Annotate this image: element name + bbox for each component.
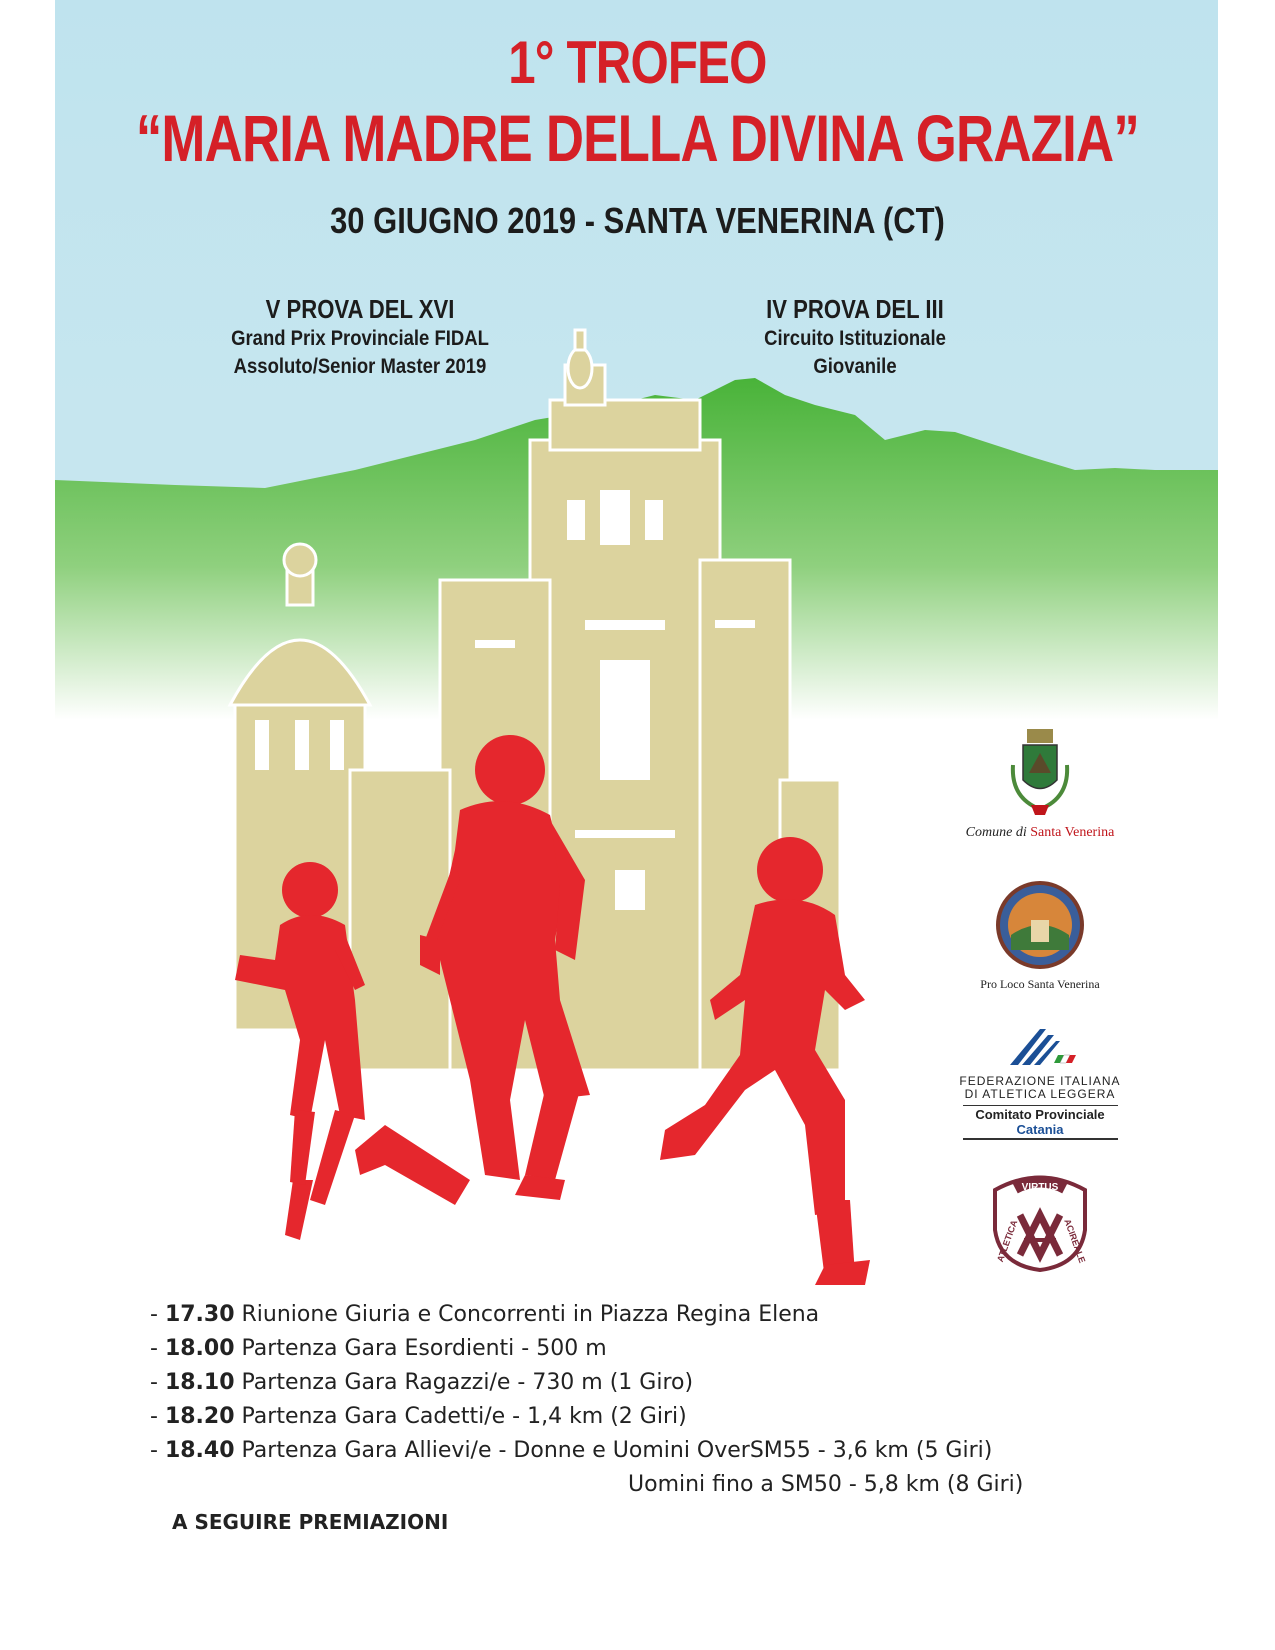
schedule-time: 18.00 (164, 1336, 235, 1361)
proloco-caption: Pro Loco Santa Venerina (980, 977, 1100, 991)
schedule-time: 18.20 (164, 1404, 235, 1429)
fidal-comitato-prefix: Comitato Provinciale (975, 1107, 1105, 1122)
schedule-row-continuation: Uomini fino a SM50 - 5,8 km (8 Giri) (628, 1472, 1024, 1497)
prova-circuito-line-1: Circuito Istituzionale (764, 327, 946, 350)
schedule-dash: - (150, 1404, 165, 1429)
prova-circuito-line-2: Giovanile (813, 355, 897, 378)
schedule-text: Partenza Gara Allievi/e - Donne e Uomini OverSM55 - 3,6 km (5 Giri) (234, 1438, 993, 1463)
schedule-row (150, 1400, 1150, 1434)
date-and-place: 30 GIUGNO 2019 - SANTA VENERINA (CT) (330, 200, 945, 241)
schedule-text: Riunione Giuria e Concorrenti in Piazza Regina Elena (234, 1302, 820, 1327)
schedule-dash: - (150, 1438, 165, 1463)
prova-circuito (655, 293, 1055, 381)
schedule-text: Partenza Gara Esordienti - 500 m (234, 1336, 607, 1361)
schedule-time: 18.10 (164, 1370, 235, 1395)
prova-grand-prix-heading: V PROVA DEL XVI (265, 294, 455, 324)
comune-caption-name: Santa Venerina (1030, 825, 1115, 840)
fidal-comitato (963, 1105, 1118, 1140)
prova-grand-prix (160, 293, 560, 381)
schedule-dash: - (150, 1336, 165, 1361)
fidal-emblem-icon (1000, 1025, 1080, 1070)
virtus-emblem-icon (980, 1170, 1100, 1275)
schedule-list (150, 1298, 1150, 1502)
title-line-1: 1° TROFEO (508, 29, 767, 96)
fidal-logo (945, 1025, 1135, 1140)
comune-logo (945, 725, 1135, 841)
virtus-left-text: ATLETICA (994, 1218, 1020, 1264)
schedule-dash: - (150, 1370, 165, 1395)
schedule-time: 17.30 (164, 1302, 235, 1327)
schedule-row (150, 1434, 1150, 1468)
fidal-name-line-2: DI ATLETICA LEGGERA (964, 1087, 1116, 1101)
proloco-logo (945, 880, 1135, 992)
awards-note: A SEGUIRE PREMIAZIONI (172, 1510, 449, 1534)
schedule-row (150, 1298, 1150, 1332)
virtus-right-text: ACIREALE (1062, 1217, 1088, 1265)
prova-grand-prix-line-1: Grand Prix Provinciale FIDAL (231, 327, 489, 350)
fidal-comitato-city: Catania (1016, 1122, 1064, 1137)
prova-grand-prix-line-2: Assoluto/Senior Master 2019 (233, 355, 487, 378)
schedule-dash: - (150, 1302, 165, 1327)
logo-caption (945, 825, 1135, 841)
comune-caption-prefix: Comune di (965, 825, 1031, 840)
coat-of-arms-icon (1005, 725, 1075, 820)
schedule-row (150, 1366, 1150, 1400)
prova-circuito-heading: IV PROVA DEL III (766, 294, 944, 324)
virtus-top-text: VIRTUS (1021, 1182, 1059, 1193)
proloco-emblem-icon (995, 880, 1085, 970)
title-line-2: “MARIA MADRE DELLA DIVINA GRAZIA” (135, 101, 1139, 175)
schedule-text: Partenza Gara Ragazzi/e - 730 m (1 Giro) (234, 1370, 694, 1395)
fidal-name-line-1: FEDERAZIONE ITALIANA (959, 1074, 1121, 1088)
schedule-row (150, 1332, 1150, 1366)
schedule-text: Partenza Gara Cadetti/e - 1,4 km (2 Giri) (234, 1404, 687, 1429)
virtus-acireale-logo (945, 1170, 1135, 1280)
schedule-time: 18.40 (164, 1438, 235, 1463)
